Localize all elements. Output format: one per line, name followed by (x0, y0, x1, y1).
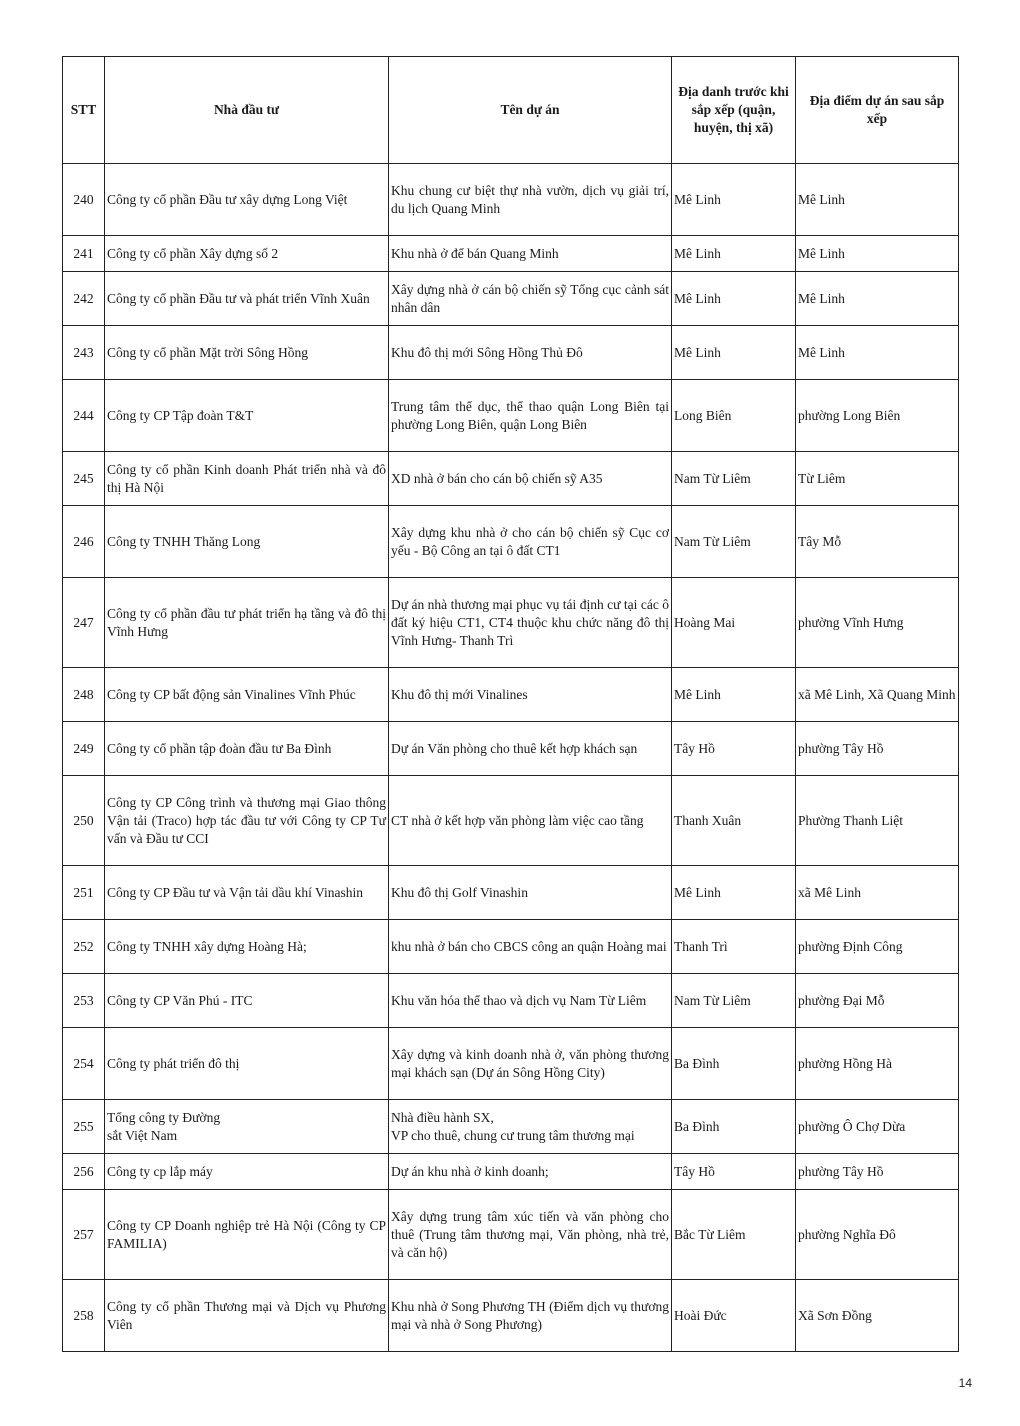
row-investor: Công ty cổ phần Đầu tư xây dựng Long Việt (105, 164, 389, 236)
header-project: Tên dự án (389, 57, 672, 164)
row-project: CT nhà ở kết hợp văn phòng làm việc cao tầng (389, 776, 672, 866)
row-location-before: Hoài Đức (672, 1280, 796, 1352)
row-project: Xây dựng nhà ở cán bộ chiến sỹ Tổng cục cảnh sát nhân dân (389, 272, 672, 326)
row-project: Dự án Văn phòng cho thuê kết hợp khách sạn (389, 722, 672, 776)
row-investor: Tổng công ty Đường sắt Việt Nam (105, 1100, 389, 1154)
row-stt: 241 (63, 236, 105, 272)
table-row (63, 1028, 959, 1100)
table-row (63, 722, 959, 776)
row-location-before: Thanh Trì (672, 920, 796, 974)
header-row (63, 57, 959, 164)
header-location-before: Địa danh trước khi sắp xếp (quận, huyện, thị xã) (672, 57, 796, 164)
row-location-before: Long Biên (672, 380, 796, 452)
table-row (63, 1190, 959, 1280)
row-investor: Công ty TNHH Thăng Long (105, 506, 389, 578)
row-investor: Công ty CP Văn Phú - ITC (105, 974, 389, 1028)
row-location-after: phường Vĩnh Hưng (796, 578, 959, 668)
row-location-after: Tây Mỗ (796, 506, 959, 578)
row-location-before: Mê Linh (672, 326, 796, 380)
row-investor: Công ty phát triển đô thị (105, 1028, 389, 1100)
header-stt: STT (63, 57, 105, 164)
row-investor: Công ty CP Doanh nghiệp trẻ Hà Nội (Công ty CP FAMILIA) (105, 1190, 389, 1280)
table-row (63, 326, 959, 380)
row-location-after: Từ Liêm (796, 452, 959, 506)
table-row (63, 920, 959, 974)
row-location-after: phường Tây Hồ (796, 722, 959, 776)
row-stt: 247 (63, 578, 105, 668)
row-location-before: Hoàng Mai (672, 578, 796, 668)
row-stt: 249 (63, 722, 105, 776)
row-stt: 253 (63, 974, 105, 1028)
row-location-before: Tây Hồ (672, 1154, 796, 1190)
page-number: 14 (958, 1376, 972, 1390)
row-stt: 243 (63, 326, 105, 380)
row-location-after: Mê Linh (796, 326, 959, 380)
row-project: XD nhà ở bán cho cán bộ chiến sỹ A35 (389, 452, 672, 506)
row-stt: 255 (63, 1100, 105, 1154)
table-row (63, 1100, 959, 1154)
table-row (63, 164, 959, 236)
row-investor: Công ty TNHH xây dựng Hoàng Hà; (105, 920, 389, 974)
table-row (63, 380, 959, 452)
table-row (63, 1280, 959, 1352)
row-location-before: Bắc Từ Liêm (672, 1190, 796, 1280)
row-location-before: Mê Linh (672, 668, 796, 722)
row-investor: Công ty cổ phần Kinh doanh Phát triển nhà và đô thị Hà Nội (105, 452, 389, 506)
row-investor: Công ty cp lắp máy (105, 1154, 389, 1190)
table-row (63, 974, 959, 1028)
row-stt: 250 (63, 776, 105, 866)
row-project: Nhà điều hành SX, VP cho thuê, chung cư trung tâm thương mại (389, 1100, 672, 1154)
row-project: Khu văn hóa thể thao và dịch vụ Nam Từ Liêm (389, 974, 672, 1028)
table-row (63, 866, 959, 920)
header-investor: Nhà đầu tư (105, 57, 389, 164)
row-investor: Công ty CP Công trình và thương mại Giao thông Vận tải (Traco) hợp tác đầu tư với Công ty CP Tư vấn và Đầu tư CCI (105, 776, 389, 866)
row-investor: Công ty CP bất động sản Vinalines Vĩnh Phúc (105, 668, 389, 722)
row-stt: 251 (63, 866, 105, 920)
row-location-after: Mê Linh (796, 236, 959, 272)
table-row (63, 452, 959, 506)
row-stt: 240 (63, 164, 105, 236)
row-stt: 245 (63, 452, 105, 506)
table-row (63, 776, 959, 866)
row-location-after: xã Mê Linh, Xã Quang Minh (796, 668, 959, 722)
row-location-before: Mê Linh (672, 866, 796, 920)
row-stt: 244 (63, 380, 105, 452)
row-location-after: Phường Thanh Liệt (796, 776, 959, 866)
row-location-before: Nam Từ Liêm (672, 452, 796, 506)
row-stt: 246 (63, 506, 105, 578)
row-location-after: Mê Linh (796, 164, 959, 236)
row-investor: Công ty cổ phần đầu tư phát triển hạ tầng và đô thị Vĩnh Hưng (105, 578, 389, 668)
project-table (62, 56, 959, 1352)
row-location-before: Thanh Xuân (672, 776, 796, 866)
row-project: Khu đô thị mới Vinalines (389, 668, 672, 722)
row-project: Khu nhà ở để bán Quang Minh (389, 236, 672, 272)
row-investor: Công ty CP Đầu tư và Vận tải dầu khí Vinashin (105, 866, 389, 920)
row-location-after: phường Long Biên (796, 380, 959, 452)
row-stt: 257 (63, 1190, 105, 1280)
row-project: Khu chung cư biệt thự nhà vườn, dịch vụ giải trí, du lịch Quang Minh (389, 164, 672, 236)
row-location-before: Ba Đình (672, 1100, 796, 1154)
row-project: Khu nhà ở Song Phương TH (Điểm dịch vụ thương mại và nhà ở Song Phương) (389, 1280, 672, 1352)
row-investor: Công ty cổ phần Mặt trời Sông Hồng (105, 326, 389, 380)
row-project: Dự án khu nhà ở kinh doanh; (389, 1154, 672, 1190)
row-stt: 242 (63, 272, 105, 326)
row-stt: 254 (63, 1028, 105, 1100)
row-project: Dự án nhà thương mại phục vụ tái định cư tại các ô đất ký hiệu CT1, CT4 thuộc khu chức năng đô thị Vĩnh Hưng- Thanh Trì (389, 578, 672, 668)
row-location-after: phường Định Công (796, 920, 959, 974)
row-stt: 258 (63, 1280, 105, 1352)
table-row (63, 668, 959, 722)
row-location-before: Nam Từ Liêm (672, 974, 796, 1028)
row-investor: Công ty cổ phần Đầu tư và phát triển Vĩnh Xuân (105, 272, 389, 326)
row-location-after: phường Đại Mỗ (796, 974, 959, 1028)
row-project: Xây dựng trung tâm xúc tiến và văn phòng cho thuê (Trung tâm thương mại, Văn phòng, nhà trẻ, và căn hộ) (389, 1190, 672, 1280)
row-location-after: xã Mê Linh (796, 866, 959, 920)
table-body (63, 164, 959, 1352)
row-location-after: Mê Linh (796, 272, 959, 326)
row-project: Khu đô thị mới Sông Hồng Thủ Đô (389, 326, 672, 380)
table-row (63, 272, 959, 326)
row-location-before: Mê Linh (672, 236, 796, 272)
row-project: khu nhà ở bán cho CBCS công an quận Hoàng mai (389, 920, 672, 974)
row-stt: 248 (63, 668, 105, 722)
row-location-before: Mê Linh (672, 164, 796, 236)
row-location-after: phường Hồng Hà (796, 1028, 959, 1100)
row-location-after: phường Tây Hồ (796, 1154, 959, 1190)
row-location-before: Nam Từ Liêm (672, 506, 796, 578)
header-location-after: Địa điểm dự án sau sắp xếp (796, 57, 959, 164)
row-project: Xây dựng khu nhà ở cho cán bộ chiến sỹ Cục cơ yếu - Bộ Công an tại ô đất CT1 (389, 506, 672, 578)
row-location-after: phường Ô Chợ Dừa (796, 1100, 959, 1154)
table-row (63, 506, 959, 578)
row-project: Xây dựng và kinh doanh nhà ở, văn phòng thương mại khách sạn (Dự án Sông Hồng City) (389, 1028, 672, 1100)
row-project: Trung tâm thể dục, thể thao quận Long Biên tại phường Long Biên, quận Long Biên (389, 380, 672, 452)
row-location-before: Mê Linh (672, 272, 796, 326)
row-investor: Công ty cổ phần Thương mại và Dịch vụ Phương Viên (105, 1280, 389, 1352)
table-row (63, 236, 959, 272)
table-row (63, 1154, 959, 1190)
row-location-after: Xã Sơn Đồng (796, 1280, 959, 1352)
row-stt: 256 (63, 1154, 105, 1190)
row-investor: Công ty cổ phần Xây dựng số 2 (105, 236, 389, 272)
row-location-before: Ba Đình (672, 1028, 796, 1100)
row-investor: Công ty CP Tập đoàn T&T (105, 380, 389, 452)
row-stt: 252 (63, 920, 105, 974)
row-location-before: Tây Hồ (672, 722, 796, 776)
row-location-after: phường Nghĩa Đô (796, 1190, 959, 1280)
row-investor: Công ty cổ phần tập đoàn đầu tư Ba Đình (105, 722, 389, 776)
table-row (63, 578, 959, 668)
row-project: Khu đô thị Golf Vinashin (389, 866, 672, 920)
